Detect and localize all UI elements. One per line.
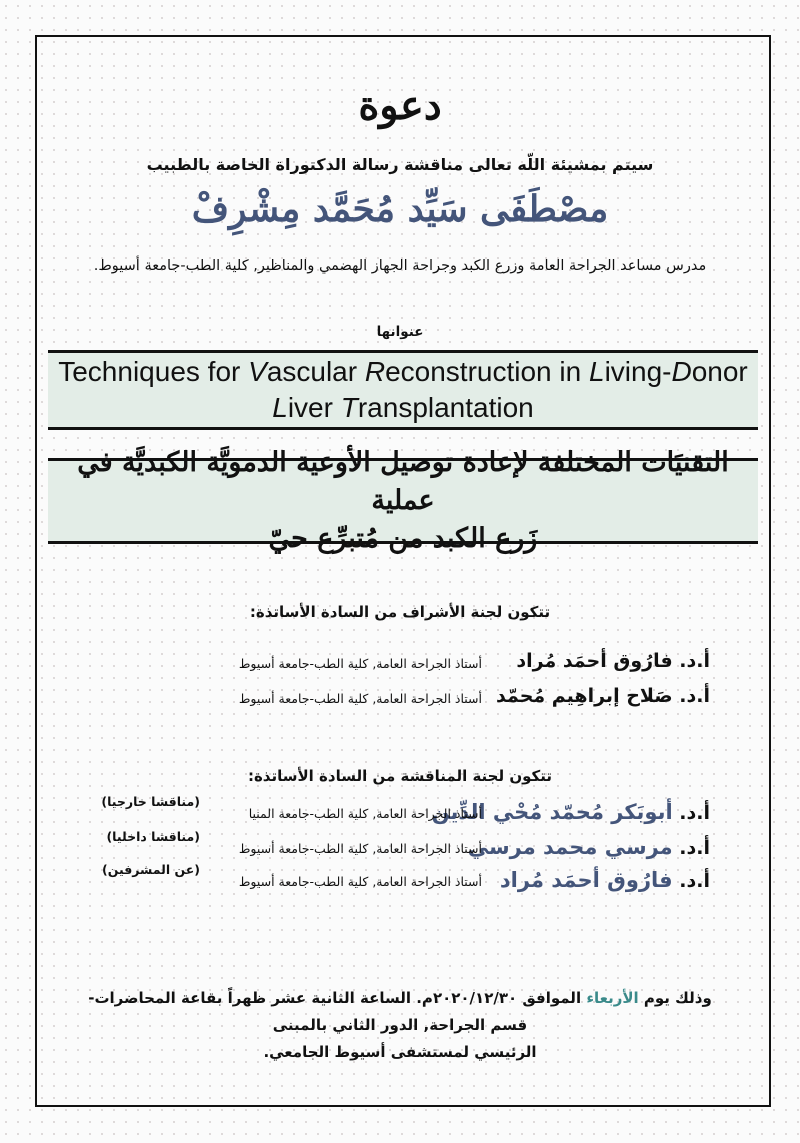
- title-en-text: iving-: [604, 356, 672, 387]
- title-en-text: V: [248, 356, 267, 387]
- title-ar-line-1: التقنيَات المختلفة لإعادة توصيل الأوعية الدمويَّة الكبديَّة في عملية: [77, 447, 729, 516]
- supervisor-affiliation: أستاذ الجراحة العامة, كلية الطب-جامعة أسيوط: [238, 691, 482, 706]
- event-details: [0, 985, 800, 1066]
- examiner-name: [468, 835, 710, 859]
- supervisor-row: [0, 650, 800, 680]
- examiner-affiliation: أستاذ الجراحة العامة, كلية الطب-جامعة المنيا: [248, 806, 482, 821]
- title-prefix: أ.د.: [679, 837, 710, 859]
- title-prefix: أ.د.: [679, 650, 710, 672]
- supervisors-heading: تتكون لجنة الأشراف من السادة الأساتذة:: [249, 603, 551, 621]
- supervisor-name: [516, 650, 710, 672]
- title-prefix: أ.د.: [679, 870, 710, 892]
- candidate-position: مدرس مساعد الجراحة العامة وزرع الكبد وجراحة الجهاز الهضمي والمناظير, كلية الطب-جامعة أسيوط.: [93, 258, 707, 274]
- examiner-row: [0, 829, 800, 865]
- title-en-text: ransplantation: [357, 392, 534, 423]
- supervisor-affiliation: أستاذ الجراحة العامة, كلية الطب-جامعة أسيوط: [238, 656, 482, 671]
- title-en-text: L: [588, 356, 605, 387]
- supervisor-row: [0, 685, 800, 715]
- examiner-affiliation: أستاذ الجراحة العامة, كلية الطب-جامعة أسيوط: [238, 874, 482, 889]
- candidate-name: مصْطَفَى سَيِّد مُحَمَّد مِشْرِفْ: [191, 188, 609, 230]
- examiner-role: (مناقشا داخليا): [106, 829, 200, 844]
- invitation-intro: سيتم بمشيئة اللّه تعالى مناقشة رسالة الدكتوراة الخاصة بالطبيب: [146, 155, 654, 174]
- title-en-text: L: [272, 392, 288, 423]
- title-ar-line-2: زَرع الكبد من مُتبرِّع حيّ: [268, 523, 538, 554]
- invitation-heading: دعوة: [358, 82, 442, 129]
- footer-text: الموافق ٢٠٢٠/١٢/٣٠م. الساعة الثانية عشر ظهراً بقاعة المحاضرات-قسم الجراحة, الدور الثاني بالمبنى: [88, 989, 587, 1034]
- examiner-row: [0, 862, 800, 898]
- examiner-affiliation: أستاذ الجراحة العامة, كلية الطب-جامعة أسيوط: [238, 841, 482, 856]
- supervisor-name: [496, 685, 710, 707]
- footer-text: وذلك يوم: [638, 989, 712, 1007]
- event-day: الأربعاء: [586, 989, 639, 1007]
- person-name: فارُوق أحمَد مُراد: [499, 868, 673, 892]
- event-details-line-1: [70, 985, 730, 1039]
- examiner-name: [500, 868, 710, 892]
- examiner-role: (عن المشرفين): [102, 862, 200, 877]
- thesis-title-label: عنوانها: [376, 324, 424, 340]
- examiner-row: [0, 794, 800, 830]
- title-en-text: Techniques for: [58, 356, 249, 387]
- title-en-text: D: [671, 356, 692, 387]
- person-name: فارُوق أحمَد مُراد: [516, 650, 673, 672]
- title-en-text: econstruction in: [385, 356, 589, 387]
- title-prefix: أ.د.: [679, 685, 710, 707]
- title-en-text: T: [340, 392, 358, 423]
- title-en-text: ascular: [266, 356, 365, 387]
- title-en-text: iver: [287, 392, 341, 423]
- title-en-text: R: [364, 356, 386, 387]
- person-name: مرسي محمد مرسي: [467, 835, 673, 859]
- title-prefix: أ.د.: [679, 802, 710, 824]
- examiner-role: (مناقشا خارجيا): [101, 794, 200, 809]
- title-en-text: onor: [691, 356, 748, 387]
- event-details-line-2: الرئيسي لمستشفى أسيوط الجامعي.: [263, 1043, 537, 1061]
- person-name: صَلاح إبراهِيم مُحمّد: [495, 685, 673, 707]
- thesis-title-english: [48, 350, 758, 430]
- thesis-title-arabic: [48, 447, 758, 554]
- examiners-heading: تتكون لجنة المناقشة من السادة الأساتذة:: [247, 767, 553, 785]
- person-name: أبوبَكر مُحمّد مُحْي الدِّين: [431, 800, 673, 824]
